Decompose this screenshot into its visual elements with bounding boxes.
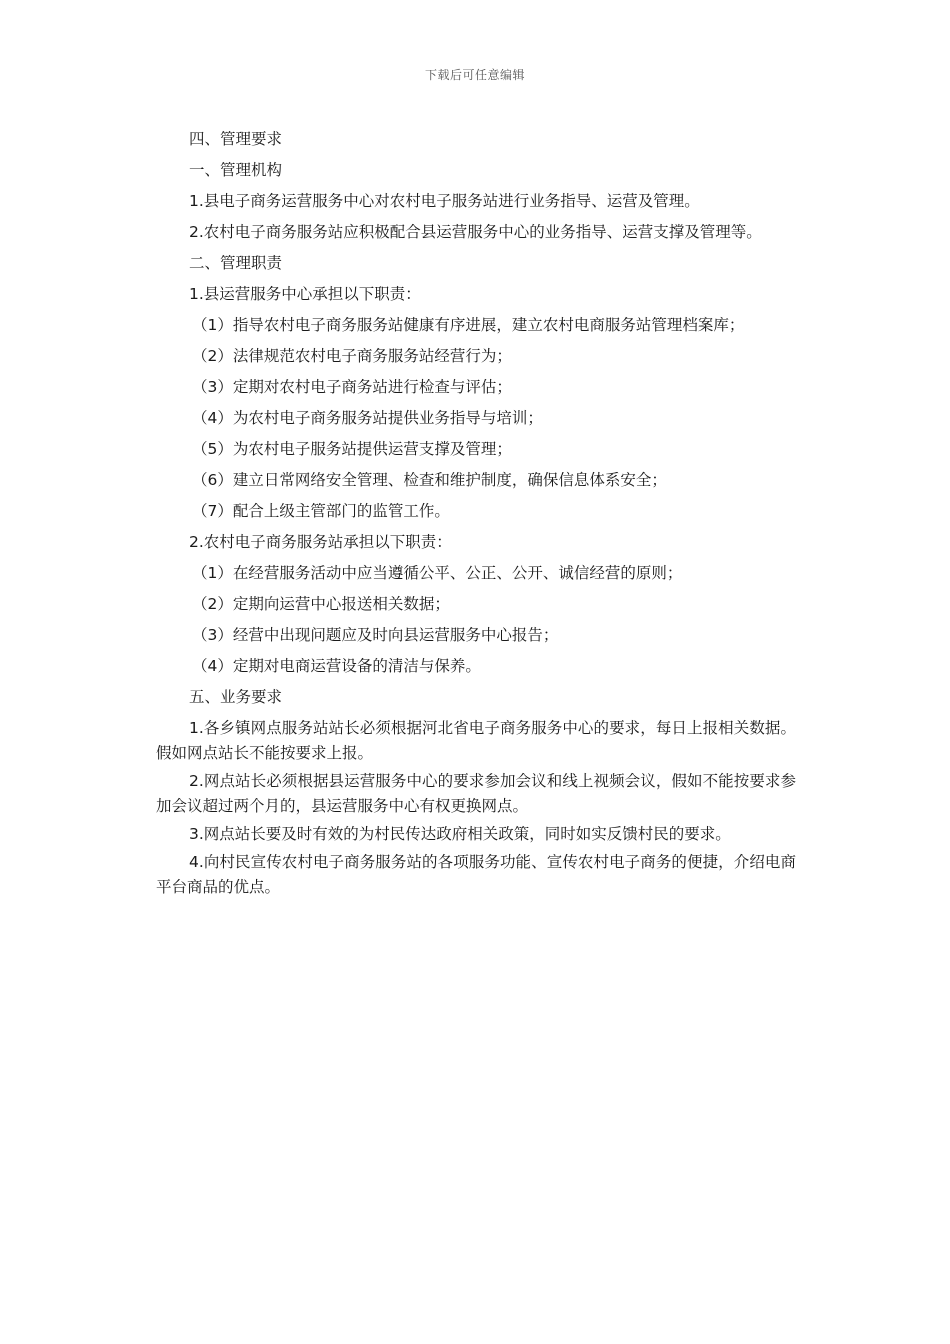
text-line: 一、管理机构 [189, 161, 283, 179]
paragraph: 1.各乡镇网点服务站站长必须根据河北省电子商务服务中心的要求，每日上报相关数据。假如网点站长不能按要求上报。 [156, 719, 796, 762]
text-line: （3）经营中出现问题应及时向县运营服务中心报告； [192, 626, 559, 644]
paragraph: 3.网点站长要及时有效的为村民传达政府相关政策，同时如实反馈村民的要求。 [189, 825, 731, 843]
document-paragraphs [156, 716, 796, 900]
text-line: （2）定期向运营中心报送相关数据； [192, 595, 450, 613]
text-line: （4）为农村电子商务服务站提供业务指导与培训； [192, 409, 543, 427]
paragraph: 2.网点站长必须根据县运营服务中心的要求参加会议和线上视频会议，假如不能按要求参加会议超过两个月的，县运营服务中心有权更换网点。 [156, 772, 796, 815]
text-line: 2.农村电子商务服务站应积极配合县运营服务中心的业务指导、运营支撑及管理等。 [189, 223, 762, 241]
text-line: 二、管理职责 [189, 254, 283, 272]
text-line: 1.县运营服务中心承担以下职责： [189, 285, 421, 303]
text-line: 四、管理要求 [189, 130, 283, 148]
text-line: （2）法律规范农村电子商务服务站经营行为； [192, 347, 512, 365]
text-line: 1.县电子商务运营服务中心对农村电子服务站进行业务指导、运营及管理。 [189, 192, 700, 210]
text-line: （1）在经营服务活动中应当遵循公平、公正、公开、诚信经营的原则； [192, 564, 683, 582]
paragraph: 4.向村民宣传农村电子商务服务站的各项服务功能、宣传农村电子商务的便捷，介绍电商平台商品的优点。 [156, 853, 796, 896]
text-line: 五、业务要求 [189, 688, 283, 706]
text-line: （3）定期对农村电子商务站进行检查与评估； [192, 378, 512, 396]
document-lines [156, 124, 796, 713]
text-line: （5）为农村电子服务站提供运营支撑及管理； [192, 440, 512, 458]
text-line: （6）建立日常网络安全管理、检查和维护制度，确保信息体系安全； [192, 471, 667, 489]
document-body [156, 124, 796, 903]
text-line: （1）指导农村电子商务服务站健康有序进展，建立农村电商服务站管理档案库； [192, 316, 745, 334]
page-header: 下载后可任意编辑 [424, 68, 525, 82]
text-line: 2.农村电子商务服务站承担以下职责： [189, 533, 452, 551]
text-line: （7）配合上级主管部门的监管工作。 [192, 502, 450, 520]
text-line: （4）定期对电商运营设备的清洁与保养。 [192, 657, 481, 675]
